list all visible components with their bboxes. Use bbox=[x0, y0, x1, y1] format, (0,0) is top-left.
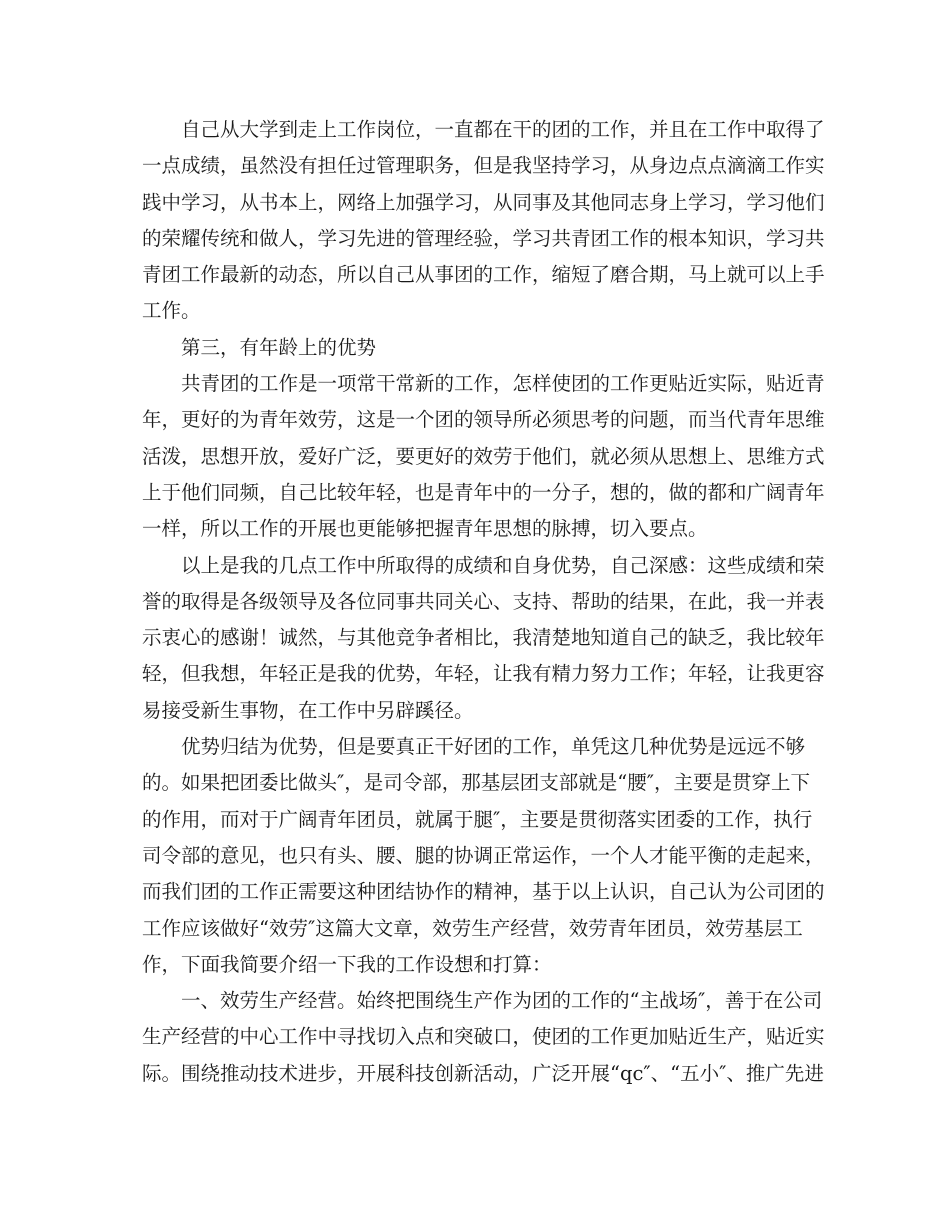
text-line: 优势归结为优势，但是要真正干好团的工作，单凭这几种优势是远远不够 bbox=[181, 735, 806, 759]
paragraph-thanks bbox=[142, 548, 825, 729]
text-line: 的。如果把团委比做头″，是司令部，那基层团支部就是“腰″，主要是贯穿上下 bbox=[142, 771, 811, 795]
text-line: 而我们团的工作正需要这种团结协作的精神，基于以上认识，自己认为公司团的 bbox=[142, 880, 825, 904]
text-line: 共青团的工作是一项常干常新的工作，怎样使团的工作更贴近实际，贴近青 bbox=[181, 372, 825, 396]
text-line: 以上是我的几点工作中所取得的成绩和自身优势，自己深感：这些成绩和荣 bbox=[181, 553, 825, 577]
text-line: 司令部的意见，也只有头、腰、腿的协调正常运作，一个人才能平衡的走起来， bbox=[142, 843, 825, 867]
paragraph-teamwork bbox=[142, 729, 825, 983]
text-line: 自己从大学到走上工作岗位，一直都在干的团的工作，并且在工作中取得了 bbox=[181, 118, 825, 141]
text-line: 活泼，思想开放，爱好广泛，要更好的效劳于他们，就必须从思想上、思维方式 bbox=[142, 444, 825, 468]
paragraph-youth bbox=[142, 366, 825, 547]
text-line: 年，更好的为青年效劳，这是一个团的领导所必须思考的问题，而当代青年思维 bbox=[142, 408, 825, 432]
text-line: 作，下面我简要介绍一下我的工作设想和打算： bbox=[142, 952, 552, 976]
text-line: 示衷心的感谢！诚然，与其他竞争者相比，我清楚地知道自己的缺乏，我比较年 bbox=[142, 626, 825, 650]
section-heading: 第三，有年龄上的优势 bbox=[181, 335, 377, 359]
paragraph-experience bbox=[142, 112, 825, 330]
text-line: 誉的取得是各级领导及各位同事共同关心、支持、帮助的结果，在此，我一并表 bbox=[142, 589, 825, 613]
paragraph-production-service bbox=[142, 983, 825, 1092]
text-line: 际。围绕推动技术进步，开展科技创新活动，广泛开展“qc″、“五小″、推广先进 bbox=[142, 1061, 824, 1085]
text-line: 一样，所以工作的开展也更能够把握青年思想的脉搏，切入要点。 bbox=[142, 517, 708, 541]
text-line: 工作应该做好“效劳″这篇大文章，效劳生产经营，效劳青年团员，效劳基层工 bbox=[142, 916, 803, 940]
text-line: 上于他们同频，自己比较年轻，也是青年中的一分子，想的，做的都和广阔青年 bbox=[142, 480, 825, 504]
text-line: 生产经营的中心工作中寻找切入点和突破口，使团的工作更加贴近生产，贴近实 bbox=[142, 1025, 825, 1049]
text-line: 一点成绩，虽然没有担任过管理职务，但是我坚持学习，从身边点点滴滴工作实 bbox=[142, 154, 825, 178]
text-line: 工作。 bbox=[142, 299, 201, 323]
text-line: 一、效劳生产经营。始终把围绕生产作为团的工作的“主战场″，善于在公司 bbox=[181, 989, 823, 1013]
text-line: 的荣耀传统和做人，学习先进的管理经验，学习共青团工作的根本知识，学习共 bbox=[142, 226, 825, 250]
text-line: 的作用，而对于广阔青年团员，就属于腿″，主要是贯彻落实团委的工作，执行 bbox=[142, 807, 813, 831]
text-line: 易接受新生事物，在工作中另辟蹊径。 bbox=[142, 698, 474, 722]
section-heading-age-advantage bbox=[142, 330, 822, 366]
text-line: 践中学习，从书本上，网络上加强学习，从同事及其他同志身上学习，学习他们 bbox=[142, 190, 825, 214]
text-line: 轻，但我想，年轻正是我的优势，年轻，让我有精力努力工作；年轻，让我更容 bbox=[142, 662, 825, 686]
text-line: 青团工作最新的动态，所以自己从事团的工作，缩短了磨合期，马上就可以上手 bbox=[142, 263, 825, 287]
document-body bbox=[142, 112, 825, 1092]
